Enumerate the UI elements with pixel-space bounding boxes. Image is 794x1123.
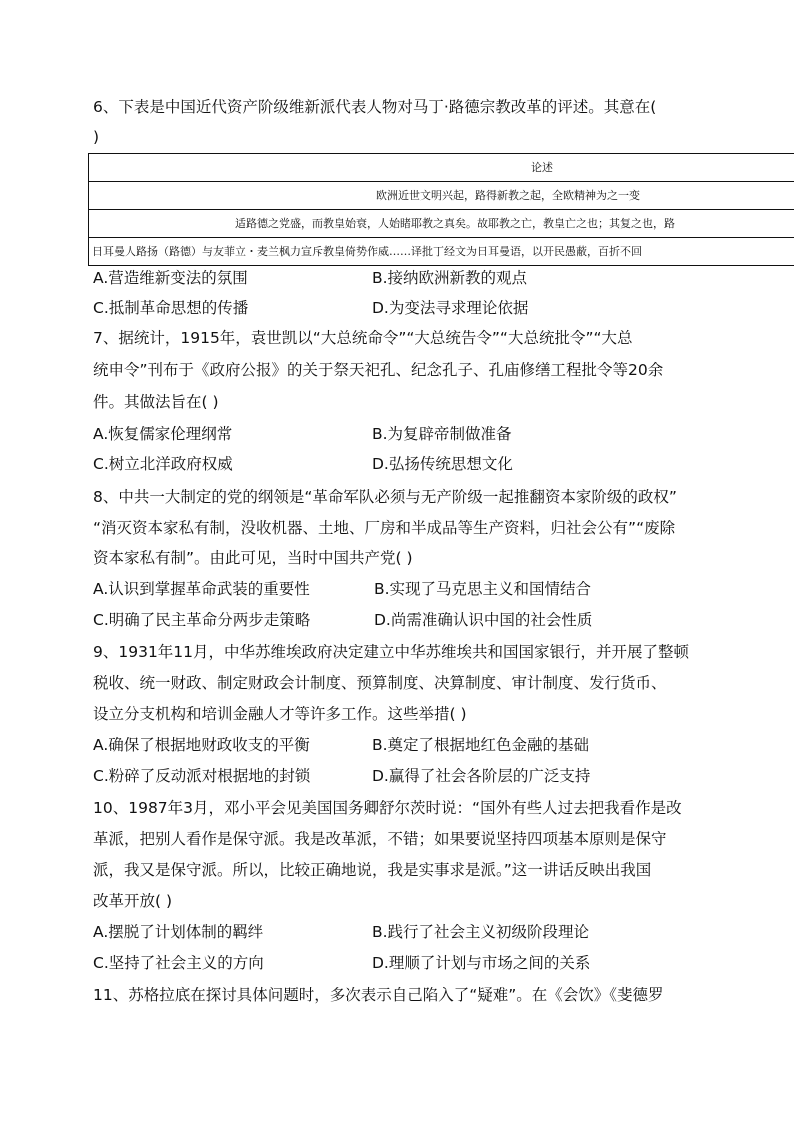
q10-stem-line1: 10、1987年3月，邓小平会见美国国务卿舒尔茨时说：“国外有些人过去把我看作是改 [93, 799, 682, 817]
q7-option-c[interactable]: C.树立北洋政府权威 [93, 455, 233, 473]
q6-stem-line1: 6、下表是中国近代资产阶级维新派代表人物对马丁·路德宗教改革的评述。其意在( [93, 98, 657, 116]
q9-stem-line3: 设立分支机构和培训金融人才等许多工作。这些举措( ) [93, 705, 467, 723]
q6-option-d[interactable]: D.为变法寻求理论依据 [372, 299, 529, 317]
q8-option-a[interactable]: A.认识到掌握革命武装的重要性 [93, 580, 310, 598]
q6-table [88, 153, 794, 266]
q9-stem-line1: 9、1931年11月，中华苏维埃政府决定建立中华苏维埃共和国国家银行，并开展了整顿 [93, 643, 690, 661]
q6-table-cell-1: 欧洲近世文明兴起，路得新教之起，全欧精神为之一变 [376, 189, 640, 202]
q10-option-c[interactable]: C.坚持了社会主义的方向 [93, 954, 264, 972]
q10-option-a[interactable]: A.摆脱了计划体制的羁绊 [93, 923, 264, 941]
q9-option-b[interactable]: B.奠定了根据地红色金融的基础 [372, 736, 590, 754]
q6-table-header: 论述 [531, 161, 553, 174]
q6-table-header-row [89, 154, 794, 182]
q11-stem-line1: 11、苏格拉底在探讨具体问题时，多次表示自己陷入了“疑难”。在《会饮》《斐德罗 [93, 986, 664, 1004]
q6-table-row-1 [89, 182, 794, 210]
q9-option-c[interactable]: C.粉碎了反动派对根据地的封锁 [93, 767, 311, 785]
q10-stem-line2: 革派，把别人看作是保守派。我是改革派，不错；如果要说坚持四项基本原则是保守 [93, 830, 667, 848]
q8-option-b[interactable]: B.实现了马克思主义和国情结合 [374, 580, 592, 598]
q9-option-a[interactable]: A.确保了根据地财政收支的平衡 [93, 736, 310, 754]
q8-option-c[interactable]: C.明确了民主革命分两步走策略 [93, 611, 311, 629]
q7-option-d[interactable]: D.弘扬传统思想文化 [372, 455, 513, 473]
q10-option-b[interactable]: B.践行了社会主义初级阶段理论 [372, 923, 590, 941]
q7-option-a[interactable]: A.恢复儒家伦理纲常 [93, 425, 233, 443]
q6-option-b[interactable]: B.接纳欧洲新教的观点 [372, 269, 528, 287]
q6-option-c[interactable]: C.抵制革命思想的传播 [93, 299, 249, 317]
q9-stem-line2: 税收、统一财政、制定财政会计制度、预算制度、决算制度、审计制度、发行货币、 [93, 674, 667, 692]
q6-table-cell-2: 适路德之党盛，而教皇始衰，人始睹耶教之真矣。故耶教之亡，教皇亡之也；其复之也，路 [235, 217, 675, 230]
q7-option-b[interactable]: B.为复辟帝制做准备 [372, 425, 512, 443]
q6-table-row-3 [89, 238, 794, 266]
q6-table-cell-3: 日耳曼人路扬（路德）与友菲立・麦兰枫力宣斥教皇倚势作威……译批丁经文为日耳曼语，以开民愚蔽，百折不回 [92, 245, 642, 258]
q10-stem-line3: 派，我又是保守派。所以，比较正确地说，我是实事求是派。”这一讲话反映出我国 [93, 861, 652, 879]
q9-option-d[interactable]: D.赢得了社会各阶层的广泛支持 [372, 767, 591, 785]
q7-stem-line3: 件。其做法旨在( ) [93, 393, 219, 411]
q8-stem-line2: “消灭资本家私有制，没收机器、土地、厂房和半成品等生产资料，归社会公有”“废除 [93, 519, 676, 537]
q8-option-d[interactable]: D.尚需准确认识中国的社会性质 [374, 611, 593, 629]
q6-stem-line2: ) [93, 128, 100, 146]
q7-stem-line2: 统申令”刊布于《政府公报》的关于祭天祀孔、纪念孔子、孔庙修缮工程批令等20余 [93, 361, 664, 379]
q8-stem-line1: 8、中共一大制定的党的纲领是“革命军队必须与无产阶级一起推翻资本家阶级的政权” [93, 488, 677, 506]
q6-table-row-2 [89, 210, 794, 238]
q8-stem-line3: 资本家私有制”。由此可见，当时中国共产党( ) [93, 549, 413, 567]
q6-option-a[interactable]: A.营造维新变法的氛围 [93, 269, 248, 287]
q7-stem-line1: 7、据统计，1915年，袁世凯以“大总统命令”“大总统告令”“大总统批令”“大总 [93, 329, 633, 347]
q10-option-d[interactable]: D.理顺了计划与市场之间的关系 [372, 954, 591, 972]
q10-stem-line4: 改革开放( ) [93, 892, 173, 910]
